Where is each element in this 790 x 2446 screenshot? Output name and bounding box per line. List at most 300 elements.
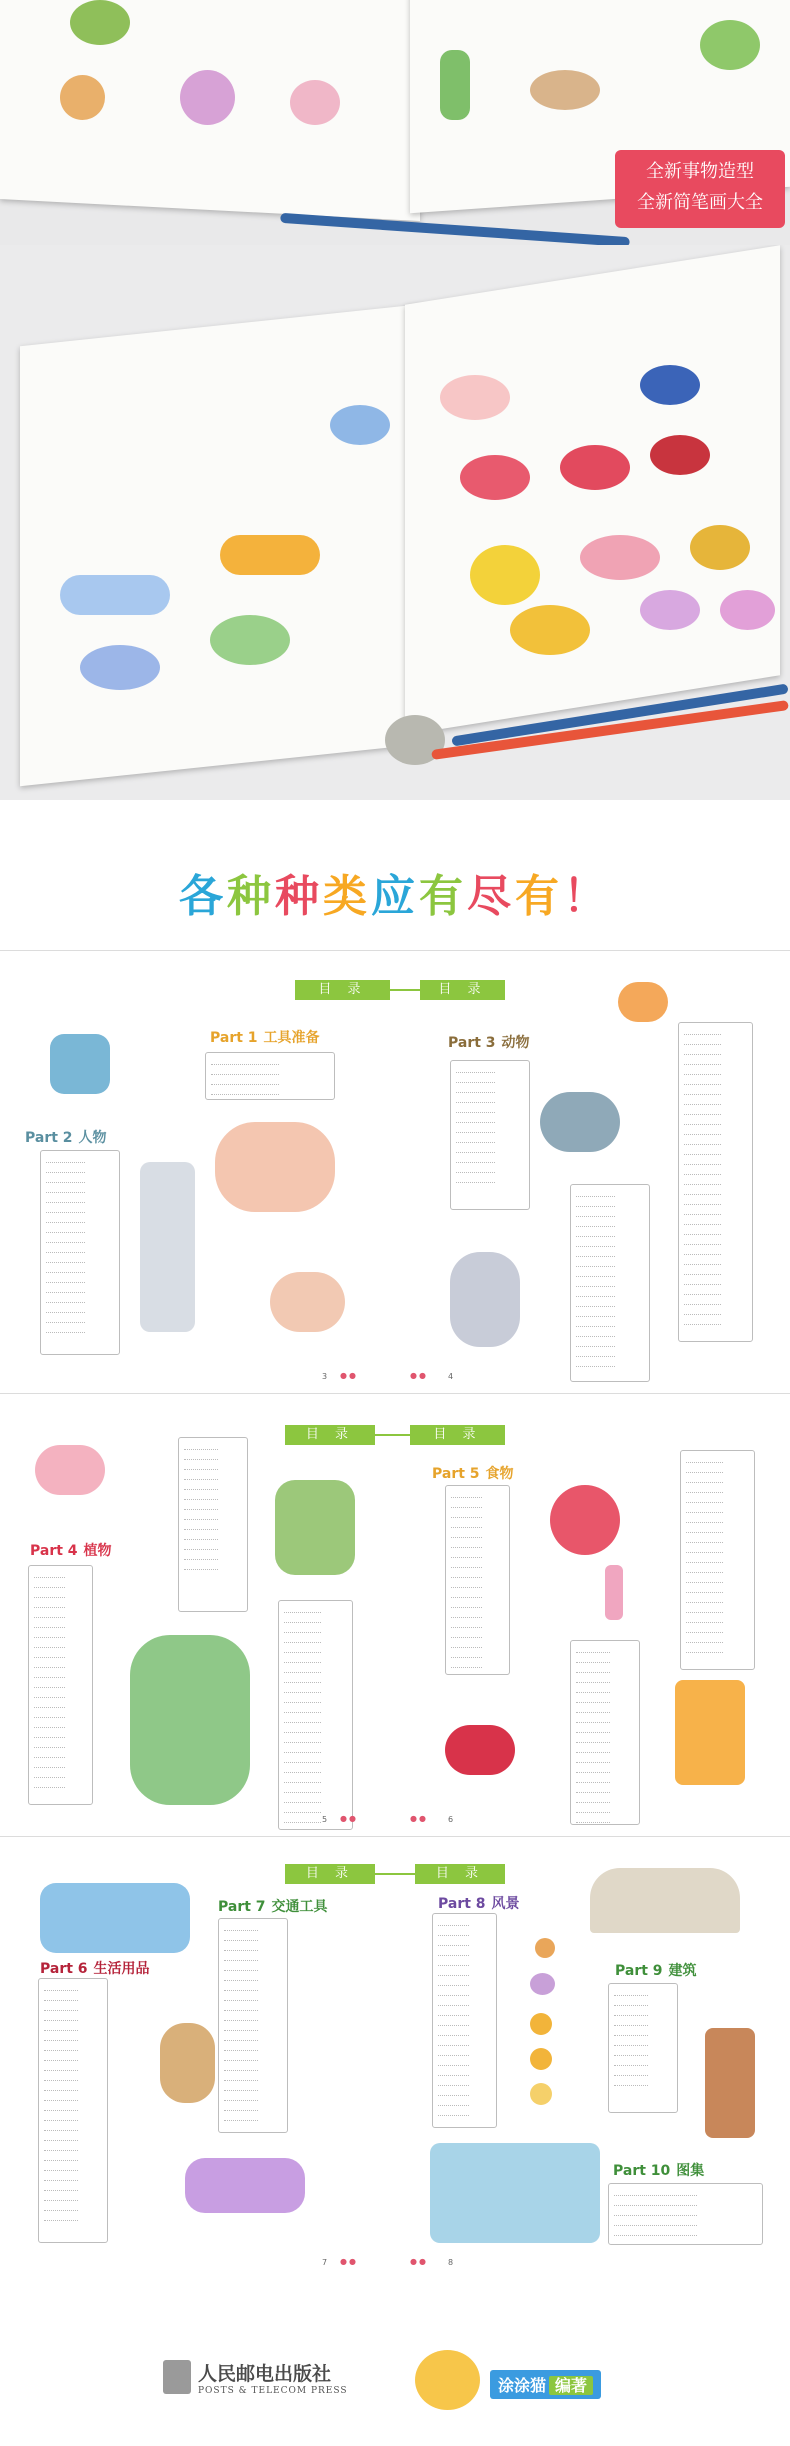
toc-leader bbox=[44, 2194, 78, 2201]
toc-leader bbox=[576, 1706, 610, 1713]
toc-row bbox=[576, 1725, 634, 1735]
toc-leader bbox=[44, 1994, 78, 2001]
toc-leader bbox=[44, 2214, 78, 2221]
toc-leader bbox=[34, 1621, 65, 1628]
toc-row bbox=[284, 1745, 347, 1755]
toc-leader bbox=[284, 1696, 321, 1703]
toc-row bbox=[438, 1918, 491, 1928]
toc-list bbox=[450, 1060, 530, 1210]
toc-row bbox=[284, 1715, 347, 1725]
toc-leader bbox=[614, 1989, 648, 1996]
toc-list bbox=[38, 1978, 108, 2243]
toc-row bbox=[44, 2003, 102, 2013]
toc-leader bbox=[224, 1984, 258, 1991]
callout-line-2: 全新简笔画大全 bbox=[637, 192, 763, 213]
toc-row bbox=[46, 1165, 114, 1175]
toc-row bbox=[576, 1795, 634, 1805]
toc-leader bbox=[438, 2019, 469, 2026]
toc-leader bbox=[224, 2014, 258, 2021]
author-name: 涂涂猫 bbox=[498, 2376, 547, 2395]
toc-row bbox=[576, 1775, 634, 1785]
toc-row bbox=[576, 1815, 634, 1825]
publisher-name-en: POSTS & TELECOM PRESS bbox=[198, 2386, 348, 2396]
toc-row bbox=[576, 1715, 634, 1725]
toc-row bbox=[451, 1570, 504, 1580]
toc-row bbox=[684, 1097, 747, 1107]
toc-row bbox=[686, 1505, 749, 1515]
toc-leader bbox=[438, 2109, 469, 2116]
toc-row bbox=[44, 1983, 102, 1993]
toc-leader bbox=[576, 1310, 615, 1317]
toc-row bbox=[614, 1988, 672, 1998]
toc-leader bbox=[684, 1078, 721, 1085]
toc-leader bbox=[46, 1316, 85, 1323]
toc-leader bbox=[284, 1806, 321, 1813]
toc-row bbox=[438, 1948, 491, 1958]
toc-row bbox=[456, 1065, 524, 1075]
toc-row bbox=[224, 2053, 282, 2063]
toc-leader bbox=[576, 1816, 610, 1823]
toc-leader bbox=[224, 2104, 258, 2111]
toc-leader bbox=[684, 1288, 721, 1295]
toc-leader bbox=[684, 1278, 721, 1285]
toc-row bbox=[44, 2103, 102, 2113]
toc-row bbox=[576, 1705, 634, 1715]
toc-leader bbox=[684, 1118, 721, 1125]
part-name: 工具准备 bbox=[263, 1030, 320, 1046]
bird-drawing bbox=[618, 982, 668, 1022]
toc-leader bbox=[438, 2069, 469, 2076]
toc-row bbox=[44, 2153, 102, 2163]
toc-leader bbox=[686, 1456, 723, 1463]
flower-drawing bbox=[35, 1445, 105, 1495]
toc-list bbox=[608, 2183, 763, 2245]
toc-row bbox=[44, 2073, 102, 2083]
page-number-right: 4 bbox=[448, 1372, 454, 1381]
part-title bbox=[40, 1958, 150, 1978]
toc-row bbox=[576, 1299, 644, 1309]
cactus-drawing bbox=[440, 50, 470, 120]
toc-row bbox=[686, 1455, 749, 1465]
toc-leader bbox=[44, 2034, 78, 2041]
toc-leader bbox=[46, 1156, 85, 1163]
toc-leader bbox=[686, 1636, 723, 1643]
toc-leader bbox=[576, 1756, 610, 1763]
palm-tree-drawing bbox=[130, 1635, 250, 1805]
toc-row bbox=[614, 2048, 672, 2058]
toc-row bbox=[614, 2028, 672, 2038]
toc-leader bbox=[684, 1178, 721, 1185]
toc-row bbox=[46, 1235, 114, 1245]
toc-leader bbox=[576, 1726, 610, 1733]
toc-row bbox=[44, 2123, 102, 2133]
toc-leader bbox=[456, 1176, 495, 1183]
toc-leader bbox=[451, 1621, 482, 1628]
toc-row bbox=[44, 2163, 102, 2173]
toc-row bbox=[456, 1075, 524, 1085]
toc-leader bbox=[576, 1776, 610, 1783]
toc-row bbox=[438, 2018, 491, 2028]
toc-leader bbox=[46, 1296, 85, 1303]
toc-row bbox=[438, 1928, 491, 1938]
cat-mascot-icon bbox=[415, 2350, 480, 2410]
toc-leader bbox=[686, 1626, 723, 1633]
toc-row bbox=[684, 1307, 747, 1317]
toc-leader bbox=[456, 1126, 495, 1133]
toc-row bbox=[684, 1217, 747, 1227]
part-name: 动物 bbox=[501, 1035, 530, 1051]
toc-leader bbox=[34, 1661, 65, 1668]
toc-row bbox=[438, 2038, 491, 2048]
toc-row bbox=[44, 2083, 102, 2093]
toc-leader bbox=[46, 1306, 85, 1313]
toc-row bbox=[34, 1610, 87, 1620]
page-dots: ●● bbox=[410, 1371, 428, 1380]
toc-row bbox=[456, 1105, 524, 1115]
toc-list bbox=[205, 1052, 335, 1100]
toc-row bbox=[614, 2068, 672, 2078]
part-title bbox=[210, 1027, 320, 1047]
toc-row bbox=[284, 1735, 347, 1745]
toc-leader bbox=[451, 1601, 482, 1608]
toc-row bbox=[576, 1339, 644, 1349]
toc-leader bbox=[684, 1128, 721, 1135]
toc-row bbox=[451, 1620, 504, 1630]
page-number-left: 3 bbox=[322, 1372, 328, 1381]
toc-leader bbox=[34, 1671, 65, 1678]
toc-list bbox=[278, 1600, 353, 1830]
toc-leader bbox=[34, 1761, 65, 1768]
toc-leader bbox=[686, 1476, 723, 1483]
toc-leader bbox=[44, 2074, 78, 2081]
toc-row bbox=[576, 1329, 644, 1339]
toc-row bbox=[684, 1247, 747, 1257]
book-photo-vehicles bbox=[0, 245, 790, 800]
part-number: Part 8 bbox=[438, 1896, 486, 1912]
toc-leader bbox=[184, 1453, 218, 1460]
toc-leader bbox=[614, 2059, 648, 2066]
toc-row bbox=[686, 1495, 749, 1505]
toc-list bbox=[678, 1022, 753, 1342]
toc-row bbox=[224, 2023, 282, 2033]
toc-leader bbox=[438, 1989, 469, 1996]
toc-leader bbox=[576, 1230, 615, 1237]
toc-row bbox=[686, 1595, 749, 1605]
toc-leader bbox=[614, 2209, 697, 2216]
toc-leader bbox=[224, 2004, 258, 2011]
toc-leader bbox=[44, 2104, 78, 2111]
toc-row bbox=[44, 2213, 102, 2223]
toc-leader bbox=[211, 1058, 279, 1065]
toc-row bbox=[438, 1988, 491, 1998]
toc-leader bbox=[224, 2024, 258, 2031]
toc-leader bbox=[44, 2004, 78, 2011]
toc-row bbox=[46, 1315, 114, 1325]
part-name: 生活用品 bbox=[93, 1961, 150, 1977]
toc-list bbox=[570, 1640, 640, 1825]
planet-icon bbox=[535, 1938, 555, 1958]
toc-leader bbox=[438, 2079, 469, 2086]
toc-row bbox=[438, 2068, 491, 2078]
toc-leader bbox=[224, 2074, 258, 2081]
toc-leader bbox=[34, 1741, 65, 1748]
island-drawing bbox=[530, 70, 600, 110]
toc-leader bbox=[451, 1521, 482, 1528]
toc-list bbox=[680, 1450, 755, 1670]
toc-leader bbox=[224, 1964, 258, 1971]
toc-row bbox=[684, 1077, 747, 1087]
toc-row bbox=[684, 1317, 747, 1327]
toc-row bbox=[224, 2033, 282, 2043]
toc-row bbox=[686, 1545, 749, 1555]
toc-leader bbox=[684, 1308, 721, 1315]
toc-leader bbox=[284, 1666, 321, 1673]
part-title bbox=[30, 1540, 112, 1560]
toc-leader bbox=[284, 1606, 321, 1613]
toc-leader bbox=[34, 1571, 65, 1578]
toc-header-left: 目 录 bbox=[285, 1864, 375, 1884]
toc-row bbox=[686, 1645, 749, 1655]
toc-leader bbox=[284, 1676, 321, 1683]
toc-leader bbox=[686, 1546, 723, 1553]
toc-leader bbox=[284, 1796, 321, 1803]
toc-leader bbox=[211, 1078, 279, 1085]
car-drawing bbox=[720, 590, 775, 630]
toc-leader bbox=[684, 1028, 721, 1035]
part-title bbox=[613, 2160, 704, 2180]
toc-leader bbox=[576, 1676, 610, 1683]
car-drawing bbox=[560, 445, 630, 490]
monster-drawing bbox=[270, 1272, 345, 1332]
toc-leader bbox=[614, 2219, 697, 2226]
toc-row bbox=[184, 1502, 242, 1512]
toc-leader bbox=[576, 1270, 615, 1277]
toc-leader bbox=[576, 1796, 610, 1803]
toc-leader bbox=[576, 1716, 610, 1723]
toc-row bbox=[576, 1685, 634, 1695]
toc-leader bbox=[34, 1601, 65, 1608]
car-drawing bbox=[690, 525, 750, 570]
toc-row bbox=[451, 1580, 504, 1590]
toc-leader bbox=[284, 1616, 321, 1623]
toc-row bbox=[451, 1530, 504, 1540]
toc-row bbox=[451, 1560, 504, 1570]
toc-leader bbox=[686, 1466, 723, 1473]
toc-row bbox=[184, 1542, 242, 1552]
toc-row bbox=[46, 1255, 114, 1265]
pencil bbox=[280, 213, 630, 245]
toc-row bbox=[684, 1147, 747, 1157]
beach-scene-drawing bbox=[430, 2143, 600, 2243]
toc-row bbox=[224, 2073, 282, 2083]
book-right-page bbox=[405, 245, 780, 734]
toc-leader bbox=[284, 1756, 321, 1763]
toc-leader bbox=[184, 1553, 218, 1560]
toc-leader bbox=[576, 1280, 615, 1287]
mushroom-drawing bbox=[60, 75, 105, 120]
toc-row bbox=[211, 1087, 329, 1097]
toc-row bbox=[46, 1205, 114, 1215]
toc-row bbox=[34, 1760, 87, 1770]
toc-row bbox=[46, 1305, 114, 1315]
toc-leader bbox=[456, 1166, 495, 1173]
toc-row bbox=[576, 1199, 644, 1209]
toc-row bbox=[684, 1037, 747, 1047]
airplane-drawing bbox=[80, 645, 160, 690]
toc-leader bbox=[438, 2009, 469, 2016]
toc-row bbox=[438, 2058, 491, 2068]
toc-list bbox=[218, 1918, 288, 2133]
toc-leader bbox=[34, 1781, 65, 1788]
part-title bbox=[432, 1463, 514, 1483]
toc-leader bbox=[576, 1200, 615, 1207]
toc-row bbox=[224, 1973, 282, 1983]
toc-leader bbox=[686, 1486, 723, 1493]
toc-leader bbox=[184, 1493, 218, 1500]
toc-leader bbox=[576, 1696, 610, 1703]
banner-char: 种 bbox=[227, 871, 275, 922]
toc-leader bbox=[684, 1048, 721, 1055]
toc-leader bbox=[451, 1571, 482, 1578]
toc-row bbox=[456, 1125, 524, 1135]
car-drawing bbox=[470, 545, 540, 605]
toc-row bbox=[614, 2008, 672, 2018]
toc-leader bbox=[684, 1198, 721, 1205]
part-title bbox=[448, 1032, 530, 1052]
toc-leader bbox=[44, 2064, 78, 2071]
juice-drawing bbox=[675, 1680, 745, 1785]
toc-row bbox=[576, 1279, 644, 1289]
toc-row bbox=[576, 1755, 634, 1765]
toc-row bbox=[451, 1550, 504, 1560]
toc-leader bbox=[451, 1491, 482, 1498]
toc-row bbox=[284, 1675, 347, 1685]
flower-drawing bbox=[290, 80, 340, 125]
toc-leader bbox=[284, 1736, 321, 1743]
part-name: 食物 bbox=[485, 1466, 514, 1482]
toc-row bbox=[576, 1359, 644, 1369]
page-dots: ●● bbox=[340, 1371, 358, 1380]
toc-leader bbox=[686, 1646, 723, 1653]
toc-row bbox=[576, 1269, 644, 1279]
toc-row bbox=[576, 1785, 634, 1795]
part-number: Part 1 bbox=[210, 1030, 258, 1046]
toc-leader bbox=[438, 1999, 469, 2006]
toc-leader bbox=[44, 2154, 78, 2161]
toc-leader bbox=[438, 1959, 469, 1966]
toc-row bbox=[438, 2088, 491, 2098]
toc-row bbox=[684, 1107, 747, 1117]
toc-row bbox=[576, 1645, 634, 1655]
toc-row bbox=[438, 1998, 491, 2008]
toc-row bbox=[438, 2078, 491, 2088]
toc-row bbox=[44, 2203, 102, 2213]
page-dots: ●● bbox=[410, 1814, 428, 1823]
toc-leader bbox=[686, 1556, 723, 1563]
toc-row bbox=[44, 2043, 102, 2053]
page-number-right: 8 bbox=[448, 2258, 454, 2267]
toc-leader bbox=[224, 2054, 258, 2061]
toc-leader bbox=[224, 1994, 258, 2001]
part-number: Part 5 bbox=[432, 1466, 480, 1482]
toc-row bbox=[686, 1565, 749, 1575]
toc-row bbox=[284, 1775, 347, 1785]
page-dots: ●● bbox=[340, 1814, 358, 1823]
toc-leader bbox=[438, 1919, 469, 1926]
toc-leader bbox=[44, 2114, 78, 2121]
toc-leader bbox=[614, 2049, 648, 2056]
publisher bbox=[198, 2359, 348, 2396]
toc-leader bbox=[211, 1088, 279, 1095]
banner-char: 各 bbox=[179, 871, 227, 922]
toc-row bbox=[46, 1285, 114, 1295]
toc-row bbox=[576, 1805, 634, 1815]
toc-row bbox=[224, 2063, 282, 2073]
toc-leader bbox=[576, 1320, 615, 1327]
page-number-left: 5 bbox=[322, 1815, 328, 1824]
toc-row bbox=[184, 1462, 242, 1472]
toc-leader bbox=[184, 1483, 218, 1490]
toc-row bbox=[44, 2133, 102, 2143]
airplane-drawing bbox=[60, 575, 170, 615]
toc-row bbox=[44, 2143, 102, 2153]
toc-leader bbox=[284, 1686, 321, 1693]
toc-list bbox=[178, 1437, 248, 1612]
toc-leader bbox=[438, 1979, 469, 1986]
toc-leader bbox=[46, 1286, 85, 1293]
toc-row bbox=[438, 1938, 491, 1948]
toc-leader bbox=[34, 1691, 65, 1698]
helicopter-drawing bbox=[210, 615, 290, 665]
plant-drawing bbox=[700, 20, 760, 70]
toc-leader bbox=[576, 1686, 610, 1693]
toc-leader bbox=[44, 2014, 78, 2021]
toc-row bbox=[34, 1580, 87, 1590]
lollipop-drawing bbox=[550, 1485, 620, 1555]
toc-row bbox=[284, 1725, 347, 1735]
car-drawing bbox=[640, 365, 700, 405]
toc-row bbox=[44, 2023, 102, 2033]
toc-row bbox=[684, 1117, 747, 1127]
toc-row bbox=[284, 1815, 347, 1825]
toc-row bbox=[576, 1319, 644, 1329]
toc-leader bbox=[451, 1641, 482, 1648]
toc-leader bbox=[451, 1501, 482, 1508]
toc-row bbox=[684, 1177, 747, 1187]
toc-leader bbox=[46, 1226, 85, 1233]
toc-leader bbox=[684, 1208, 721, 1215]
toc-leader bbox=[576, 1300, 615, 1307]
toc-leader bbox=[576, 1290, 615, 1297]
toc-row bbox=[614, 2058, 672, 2068]
toc-row bbox=[456, 1115, 524, 1125]
feature-callout bbox=[615, 150, 785, 228]
toc-leader bbox=[456, 1156, 495, 1163]
toc-leader bbox=[224, 2044, 258, 2051]
toc-leader bbox=[456, 1136, 495, 1143]
toc-list bbox=[432, 1913, 497, 2128]
toc-leader bbox=[44, 2044, 78, 2051]
toc-row bbox=[284, 1645, 347, 1655]
toc-header-right: 目 录 bbox=[415, 1864, 505, 1884]
banner-char: 有 bbox=[515, 871, 563, 922]
toc-row bbox=[576, 1229, 644, 1239]
toc-leader bbox=[184, 1503, 218, 1510]
book-photo-top bbox=[0, 0, 790, 245]
toc-row bbox=[684, 1127, 747, 1137]
toc-row bbox=[686, 1635, 749, 1645]
toc-header-left: 目 录 bbox=[285, 1425, 375, 1445]
